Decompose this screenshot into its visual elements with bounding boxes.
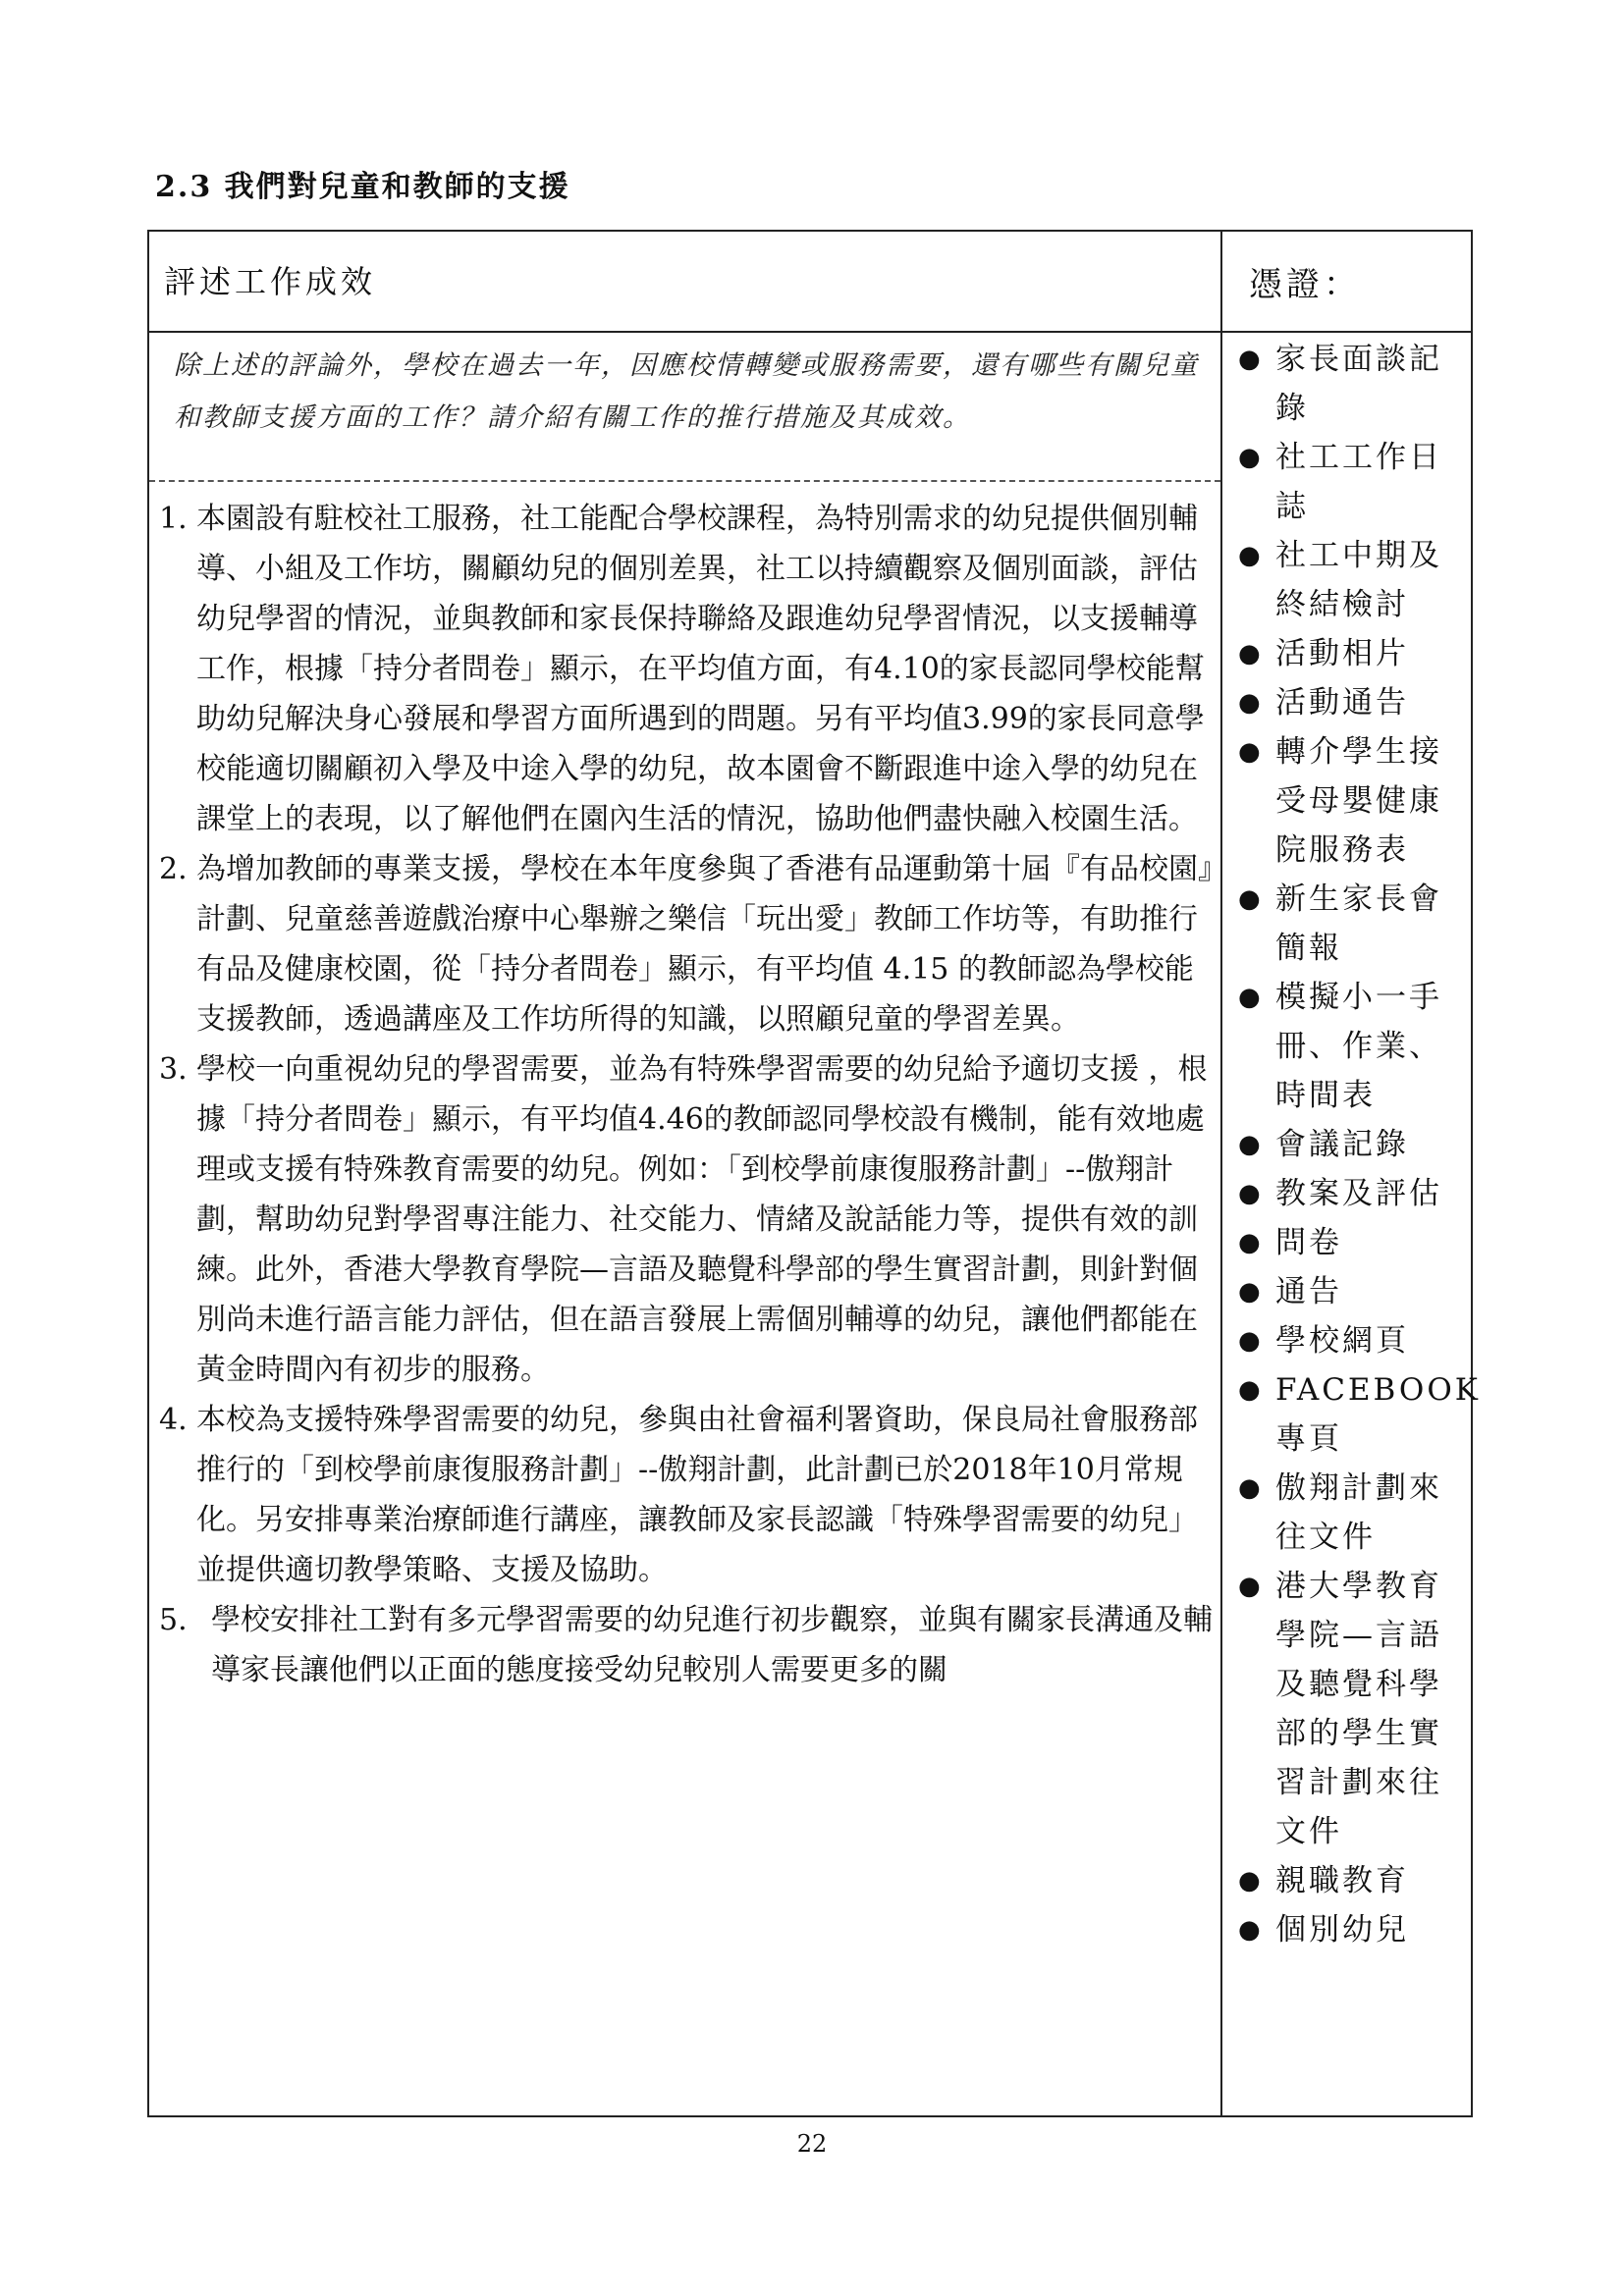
evidence-item: ● 個別幼兒 [1224, 1905, 1472, 1954]
guiding-prompt: 除上述的評論外，學校在過去一年，因應校情轉變或服務需要，還有哪些有關兒童和教師支援方面的工作？請介紹有關工作的推行措施及其成效。 [174, 350, 1199, 433]
evidence-item: ● 傲翔計劃來往文件 [1224, 1464, 1472, 1562]
work-item [159, 494, 1219, 844]
item-text: 學校安排社工對有多元學習需要的幼兒進行初步觀察，並與有關家長溝通及輔導家長讓他們以正面的態度接受幼兒較別人需要更多的關 [211, 1603, 1213, 1687]
item-number: 5. [159, 1603, 188, 1637]
evidence-item: ● 活動通告 [1224, 678, 1472, 727]
bullet-icon: ● [1238, 1228, 1264, 1257]
evidence-item: ● 港大學教育學院—言語及聽覺科學部的學生實習計劃來往文件 [1224, 1562, 1472, 1856]
evidence-item: ● 會議記錄 [1224, 1120, 1472, 1169]
work-item [159, 844, 1219, 1044]
evidence-item: ● 家長面談記錄 [1224, 335, 1472, 433]
evidence-item: ● 新生家長會簡報 [1224, 875, 1472, 973]
section-title: 2.3 我們對兒童和教師的支援 [155, 170, 570, 204]
item-number: 4. [159, 1403, 188, 1437]
work-items [159, 494, 1219, 1695]
header-divider [149, 331, 1471, 333]
bullet-icon: ● [1238, 688, 1264, 718]
dashed-divider [149, 480, 1220, 482]
bullet-icon: ● [1238, 1572, 1264, 1601]
item-number: 3. [159, 1052, 188, 1087]
item-text: 本校為支援特殊學習需要的幼兒，參與由社會福利署資助，保良局社會服務部推行的「到校學前康復服務計劃」--傲翔計劃，此計劃已於2018年10月常規化。另安排專業治療師進行講座，讓教師及家長認識「特殊學習需要的幼兒」並提供適切教學策略、支援及協助。 [196, 1403, 1198, 1587]
bullet-icon: ● [1238, 983, 1264, 1012]
bullet-icon: ● [1238, 884, 1264, 914]
bullet-icon: ● [1238, 1130, 1264, 1159]
work-item [159, 1395, 1219, 1595]
bullet-icon: ● [1238, 1326, 1264, 1356]
evidence-item: ● 轉介學生接受母嬰健康院服務表 [1224, 727, 1472, 875]
bullet-icon: ● [1238, 1375, 1264, 1405]
evidence-item: ● 教案及評估 [1224, 1169, 1472, 1218]
evidence-item: ● 社工工作日誌 [1224, 433, 1472, 531]
bullet-icon: ● [1238, 345, 1264, 374]
evidence-item: ● FACEBOOK專頁 [1224, 1365, 1472, 1464]
evidence-item: ● 社工中期及終結檢討 [1224, 531, 1472, 629]
bullet-icon: ● [1238, 541, 1264, 570]
evidence-item: ● 通告 [1224, 1267, 1472, 1316]
bullet-icon: ● [1238, 737, 1264, 767]
header-evaluation: 評述工作成效 [164, 263, 377, 300]
evidence-item: ● 學校網頁 [1224, 1316, 1472, 1365]
evaluation-table [147, 230, 1481, 2117]
bullet-icon: ● [1238, 1277, 1264, 1307]
evidence-item: ● 親職教育 [1224, 1856, 1472, 1905]
bullet-icon: ● [1238, 639, 1264, 668]
work-item [159, 1595, 1219, 1695]
bullet-icon: ● [1238, 1915, 1264, 1945]
item-text: 學校一向重視幼兒的學習需要，並為有特殊學習需要的幼兒給予適切支援 ，根據「持分者問卷」顯示，有平均值4.46的教師認同學校設有機制，能有效地處理或支援有特殊教育需要的幼兒。例如：「到校學前康復服務計劃」--傲翔計劃，幫助幼兒對學習專注能力、社交能力、情緒及說話能力等，提供有效的訓練。此外，香港大學教育學院—言語及聽覺科學部的學生實習計劃，則針對個別尚未進行語言能力評估，但在語言發展上需個別輔導的幼兒，讓他們都能在黃金時間內有初步的服務。 [196, 1052, 1208, 1387]
column-divider [1220, 232, 1222, 2115]
evidence-list [1224, 335, 1481, 1954]
evidence-item: ● 問卷 [1224, 1218, 1472, 1267]
evidence-item: ● 活動相片 [1224, 629, 1472, 678]
item-text: 為增加教師的專業支援，學校在本年度參與了香港有品運動第十屆『有品校園』計劃、兒童慈善遊戲治療中心舉辦之樂信「玩出愛」教師工作坊等，有助推行有品及健康校園，從「持分者問卷」顯示，有平均值 4.15 的教師認為學校能支援教師，透過講座及工作坊所得的知識，以照顧兒童的學習差異。 [196, 852, 1213, 1037]
bullet-icon: ● [1238, 1179, 1264, 1208]
page-number: 22 [796, 2130, 828, 2158]
item-number: 1. [159, 502, 188, 536]
item-number: 2. [159, 852, 188, 886]
work-item [159, 1044, 1219, 1395]
evidence-item: ● 模擬小一手冊、作業、時間表 [1224, 973, 1472, 1120]
header-evidence: 憑證： [1249, 265, 1361, 304]
item-text: 本園設有駐校社工服務，社工能配合學校課程，為特別需求的幼兒提供個別輔導、小組及工作坊，關顧幼兒的個別差異，社工以持續觀察及個別面談，評估幼兒學習的情況，並與教師和家長保持聯絡及跟進幼兒學習情況，以支援輔導工作，根據「持分者問卷」顯示，在平均值方面，有4.10的家長認同學校能幫助幼兒解決身心發展和學習方面所遇到的問題。另有平均值3.99的家長同意學校能適切關顧初入學及中途入學的幼兒，故本園會不斷跟進中途入學的幼兒在課堂上的表現，以了解他們在園內生活的情況，協助他們盡快融入校園生活。 [196, 502, 1205, 836]
bullet-icon: ● [1238, 443, 1264, 472]
bullet-icon: ● [1238, 1866, 1264, 1896]
bullet-icon: ● [1238, 1473, 1264, 1503]
